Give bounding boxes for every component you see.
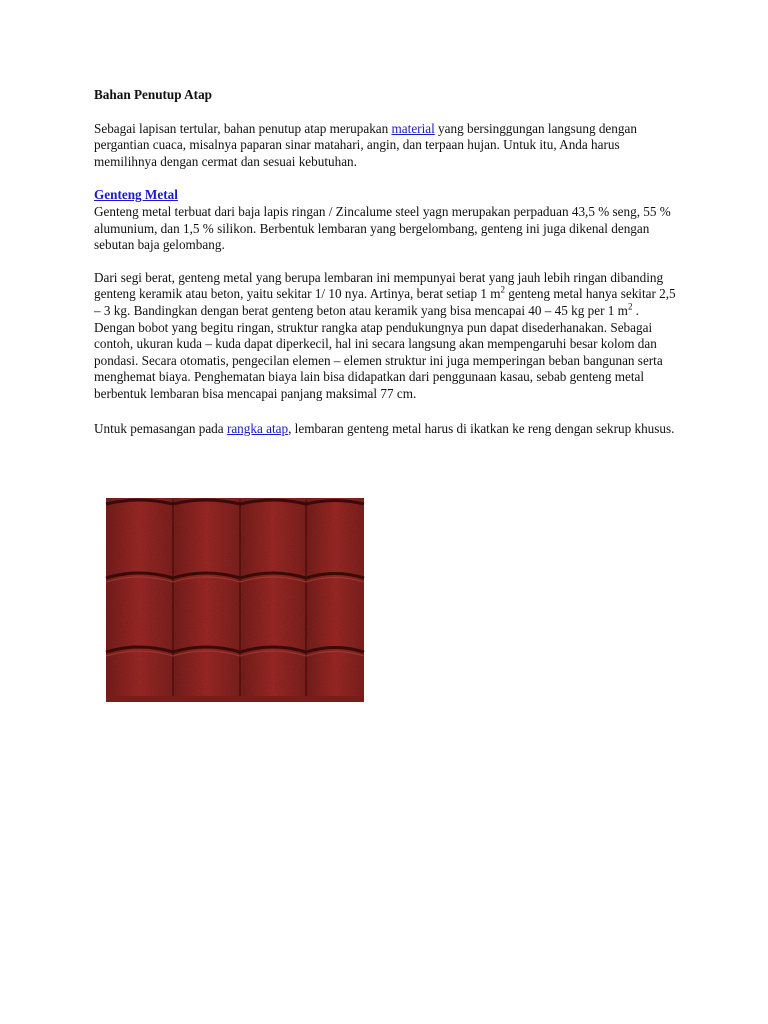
page-title: Bahan Penutup Atap [94,87,212,102]
genteng-metal-link[interactable]: Genteng Metal [94,187,178,203]
roof-texture [106,498,364,702]
document-content [94,87,679,437]
section-heading [94,187,679,204]
install-text-before: Untuk pemasangan pada [94,420,227,436]
material-link[interactable]: material [391,120,435,136]
install-paragraph [94,421,679,438]
superscript-2: 2 [500,284,505,295]
weight-text-1: Dari segi berat, genteng metal yang berupa lembaran ini mempunyai berat yang jauh lebih ringan dibanding genteng keramik atau beton, yaitu sekitar 1/ 10 nya. Artinya, berat setiap 1 m [94,269,664,302]
roof-bottom-edge [106,696,364,702]
rangka-atap-link[interactable]: rangka atap [226,420,289,436]
weight-paragraph [94,270,679,403]
superscript-2: 2 [627,301,633,312]
install-text-after: , lembaran genteng metal harus di ikatkan ke reng dengan sekrup khusus. [288,420,675,436]
intro-text-before: Sebagai lapisan tertular, bahan penutup atap merupakan [94,120,392,136]
weight-text-2: genteng metal hanya sekitar 2,5 – 3 kg. Bandingkan dengan berat genteng beton atau keramik yang bisa mencapai 40 – 45 kg per 1 m [94,286,676,318]
intro-text-after: yang bersinggungan langsung dengan pergantian cuaca, misalnya paparan sinar matahari, angin, dan terpaan hujan. Untuk itu, Anda harus memilihnya dengan cermat dan sesuai kebutuhan. [94,120,637,169]
section-paragraph: Genteng metal terbuat dari baja lapis ringan / Zincalume steel yagn merupakan perpaduan 43,5 % seng, 55 % alumunium, dan 1,5 % silikon. Berbentuk lembaran yang bergelombang, genteng ini juga dikenal dengan sebutan baja gelombang. [94,203,671,253]
intro-paragraph [94,121,679,171]
weight-text-3: . Dengan bobot yang begitu ringan, struktur rangka atap pendukungnya pun dapat disederhanakan. Sebagai contoh, ukuran kuda – kuda dapat diperkecil, hal ini secara langsung akan mempengaruhi besar kolom dan pondasi. Secara otomatis, pengecilan elemen – elemen struktur ini juga memperingan beban bangunan serta menghemat biaya. Penghematan biaya lain bisa didapatkan dari penggunaan kasau, sebab genteng metal berbentuk lembaran bisa mencapai panjang maksimal 77 cm. [94,302,663,401]
metal-roof-tile-image [104,494,366,706]
